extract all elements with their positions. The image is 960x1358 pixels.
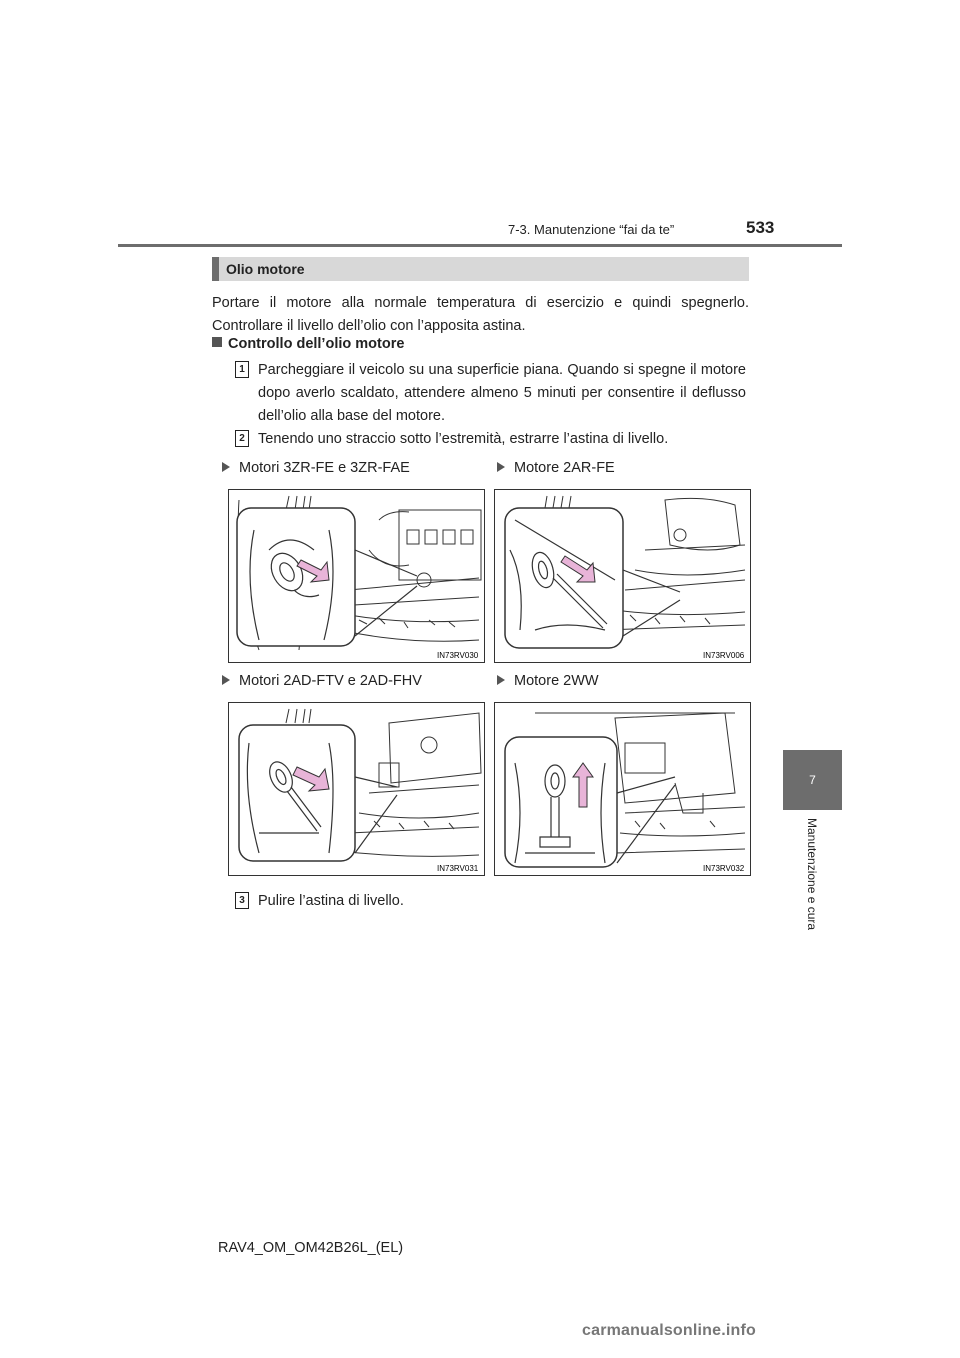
step-text-3: Pulire l’astina di livello. <box>258 893 404 909</box>
caption-triangle-icon <box>497 675 505 685</box>
step-number-2: 2 <box>235 430 249 447</box>
figure-engine-3zr <box>228 489 485 663</box>
figure-caption-2: Motore 2AR-FE <box>497 460 615 476</box>
caption-triangle-icon <box>222 462 230 472</box>
step-number-3: 3 <box>235 892 249 909</box>
step-text-2: Tenendo uno straccio sotto l’estremità, estrarre l’astina di livello. <box>258 431 669 447</box>
subheading <box>212 336 404 352</box>
subheading-text: Controllo dell’olio motore <box>228 336 405 352</box>
figure-engine-2ww <box>494 702 751 876</box>
figure-code-4: IN73RV032 <box>703 864 745 873</box>
step-number-1: 1 <box>235 361 249 378</box>
chapter-side-label: Manutenzione e cura <box>805 818 819 931</box>
figure-caption-3: Motori 2AD-FTV e 2AD-FHV <box>222 673 422 689</box>
step-text-1: Parcheggiare il veicolo su una superficie piana. Quando si spegne il motore dopo averlo scaldato, attendere almeno 5 minuti per consentire il deflusso dell’olio alla base del motore. <box>258 362 746 424</box>
figure-code-3: IN73RV031 <box>437 864 479 873</box>
header-rule <box>118 244 842 247</box>
caption-triangle-icon <box>497 462 505 472</box>
engine-illustration-2ad <box>229 703 484 875</box>
figure-code-1: IN73RV030 <box>437 651 479 660</box>
page-number: 533 <box>746 218 775 237</box>
figure-code-2: IN73RV006 <box>703 651 745 660</box>
header-section-title: 7-3. Manutenzione “fai da te” <box>508 222 675 237</box>
section-title: Olio motore <box>226 261 305 277</box>
figure-caption-1: Motori 3ZR-FE e 3ZR-FAE <box>222 460 410 476</box>
intro-paragraph: Portare il motore alla normale temperatura di esercizio e quindi spegnerlo. Controllare il livello dell’olio con l’apposita astina. <box>212 295 749 334</box>
chapter-tab-number: 7 <box>809 773 816 787</box>
footer-document-code: RAV4_OM_OM42B26L_(EL) <box>218 1240 404 1256</box>
engine-illustration-2ww <box>495 703 750 875</box>
figure-caption-4: Motore 2WW <box>497 673 599 689</box>
figure-engine-2ad <box>228 702 485 876</box>
engine-illustration-2ar <box>495 490 750 662</box>
figure-engine-2ar <box>494 489 751 663</box>
bullet-square-icon <box>212 337 222 347</box>
caption-triangle-icon <box>222 675 230 685</box>
engine-illustration-3zr <box>229 490 484 662</box>
watermark-link[interactable]: carmanualsonline.info <box>582 1322 757 1339</box>
